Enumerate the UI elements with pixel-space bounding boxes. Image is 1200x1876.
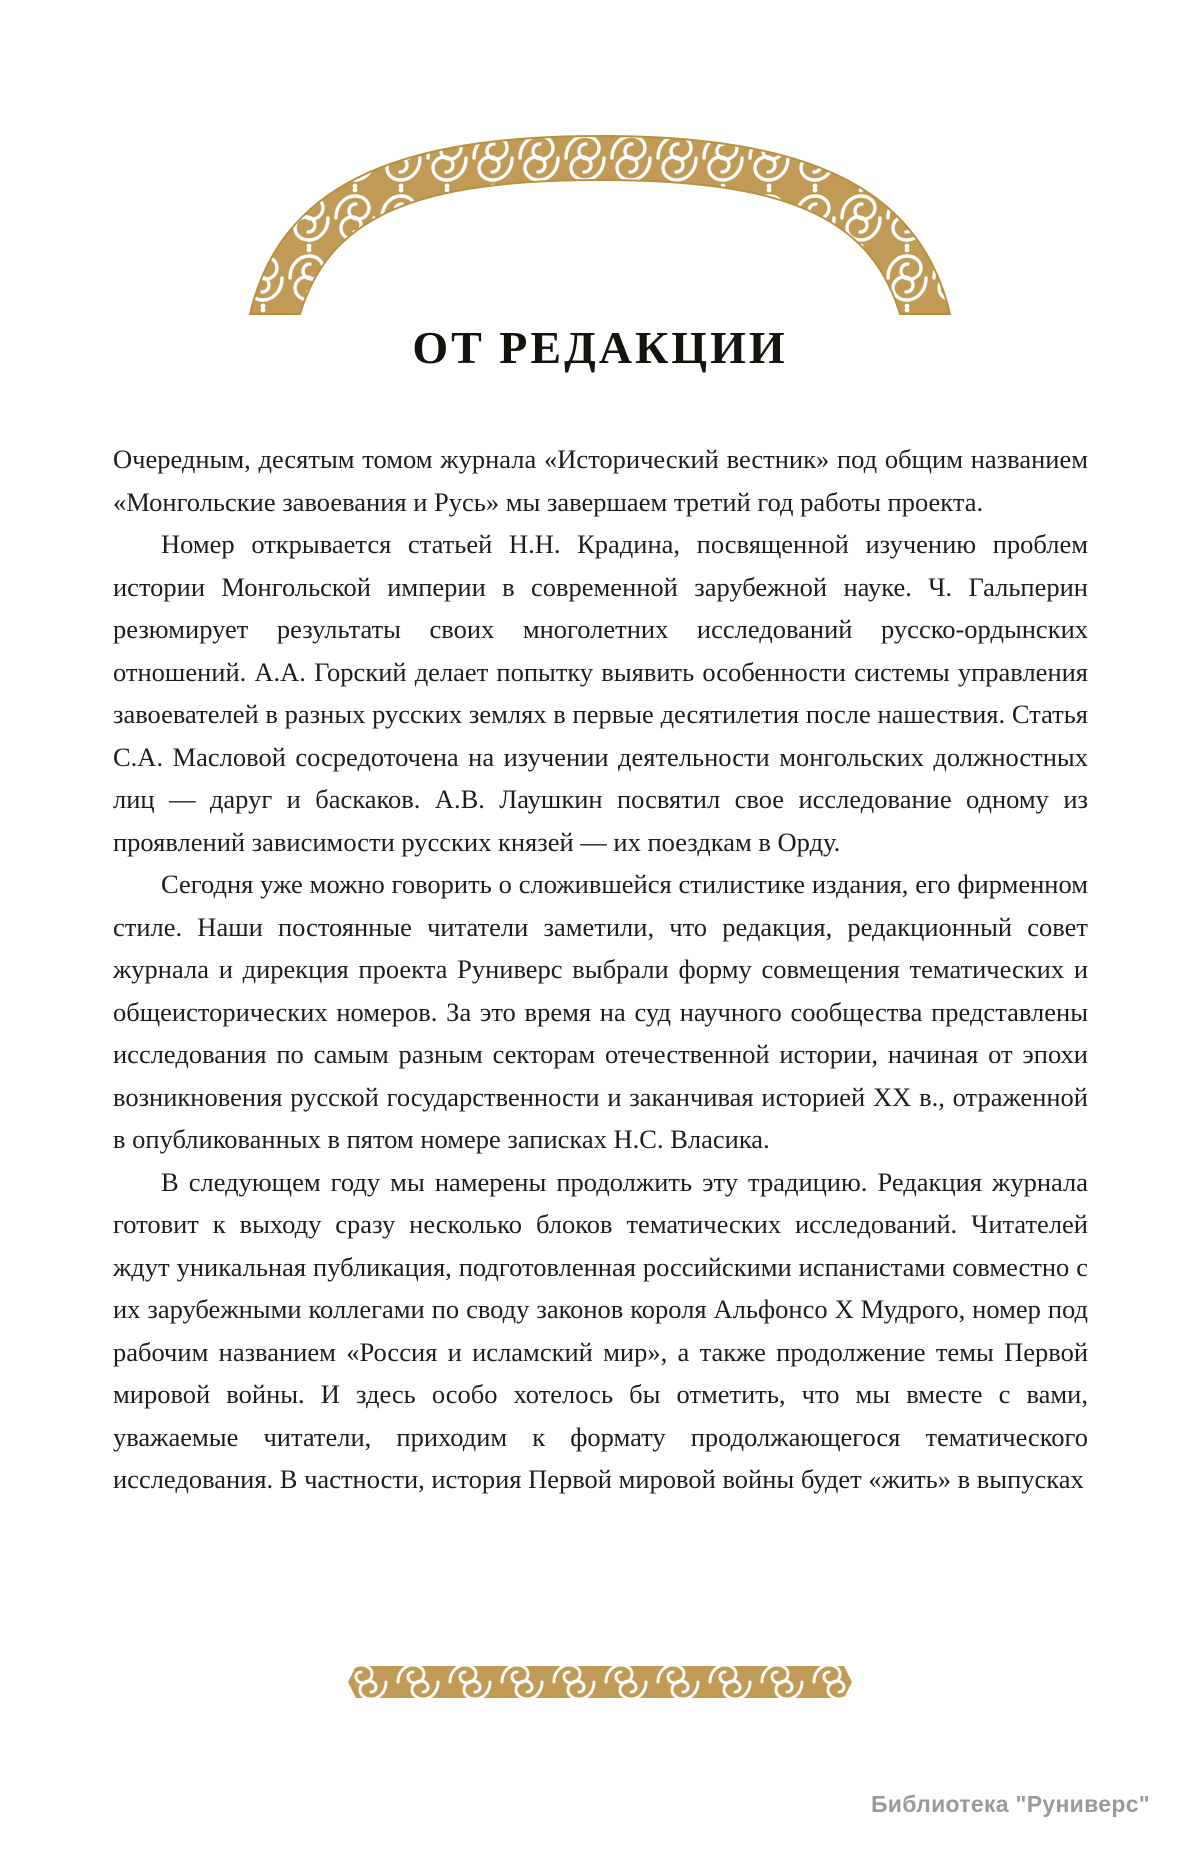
floral-band-ornament-icon — [340, 1658, 860, 1706]
paragraph: Очередным, десятым томом журнала «Исторический вестник» под общим названием «Монгольские завоевания и Русь» мы завершаем третий год работы проекта. — [113, 444, 1088, 517]
paragraph: Номер открывается статьей Н.Н. Крадина, посвященной изучению проблем истории Монгольской империи в современной зарубежной науке. Ч. Гальперин резюмирует результаты своих многолетних исследований русско-ордынских отношений. А.А. Горский делает попытку выявить особенности системы управления завоевателей в разных русских землях в первые десятилетия после нашествия. Статья С.А. Масловой сосредоточена на изучении деятельности монгольских должностных лиц — даруг и баскаков. А.В. Лаушкин посвятил свое исследование одному из проявлений зависимости русских князей — их поездкам в Орду. — [113, 529, 1088, 857]
article-body — [113, 438, 1088, 1501]
bottom-ornament — [0, 1658, 1200, 1706]
paragraph: Сегодня уже можно говорить о сложившейся стилистике издания, его фирменном стиле. Наши постоянные читатели заметили, что редакция, редакционный совет журнала и дирекция проекта Руниверс выбрали форму совмещения тематических и общеисторических номеров. За это время на суд научного сообщества представлены исследования по самым разным секторам отечественной истории, начиная от эпохи возникновения русской государственности и заканчивая историей XX в., отраженной в опубликованных в пятом номере записках Н.С. Власика. — [113, 869, 1088, 1154]
page-title: ОТ РЕДАКЦИИ — [412, 321, 788, 373]
arched-floral-ornament-icon — [240, 128, 960, 318]
paragraph: В следующем году мы намерены продолжить эту традицию. Редакция журнала готовит к выходу сразу несколько блоков тематических исследований. Читателей ждут уникальная публикация, подготовленная российскими испанистами совместно с их зарубежными коллегами по своду законов короля Альфонсо X Мудрого, номер под рабочим названием «Россия и исламский мир», а также продолжение темы Первой мировой войны. И здесь особо хотелось бы отметить, что мы вместе с вами, уважаемые читатели, приходим к формату продолжающегося тематического исследования. В частности, история Первой мировой войны будет «жить» в выпусках — [113, 1166, 1088, 1494]
top-ornament — [0, 128, 1200, 328]
watermark-label: Библиотека "Руниверс" — [870, 1791, 1150, 1817]
